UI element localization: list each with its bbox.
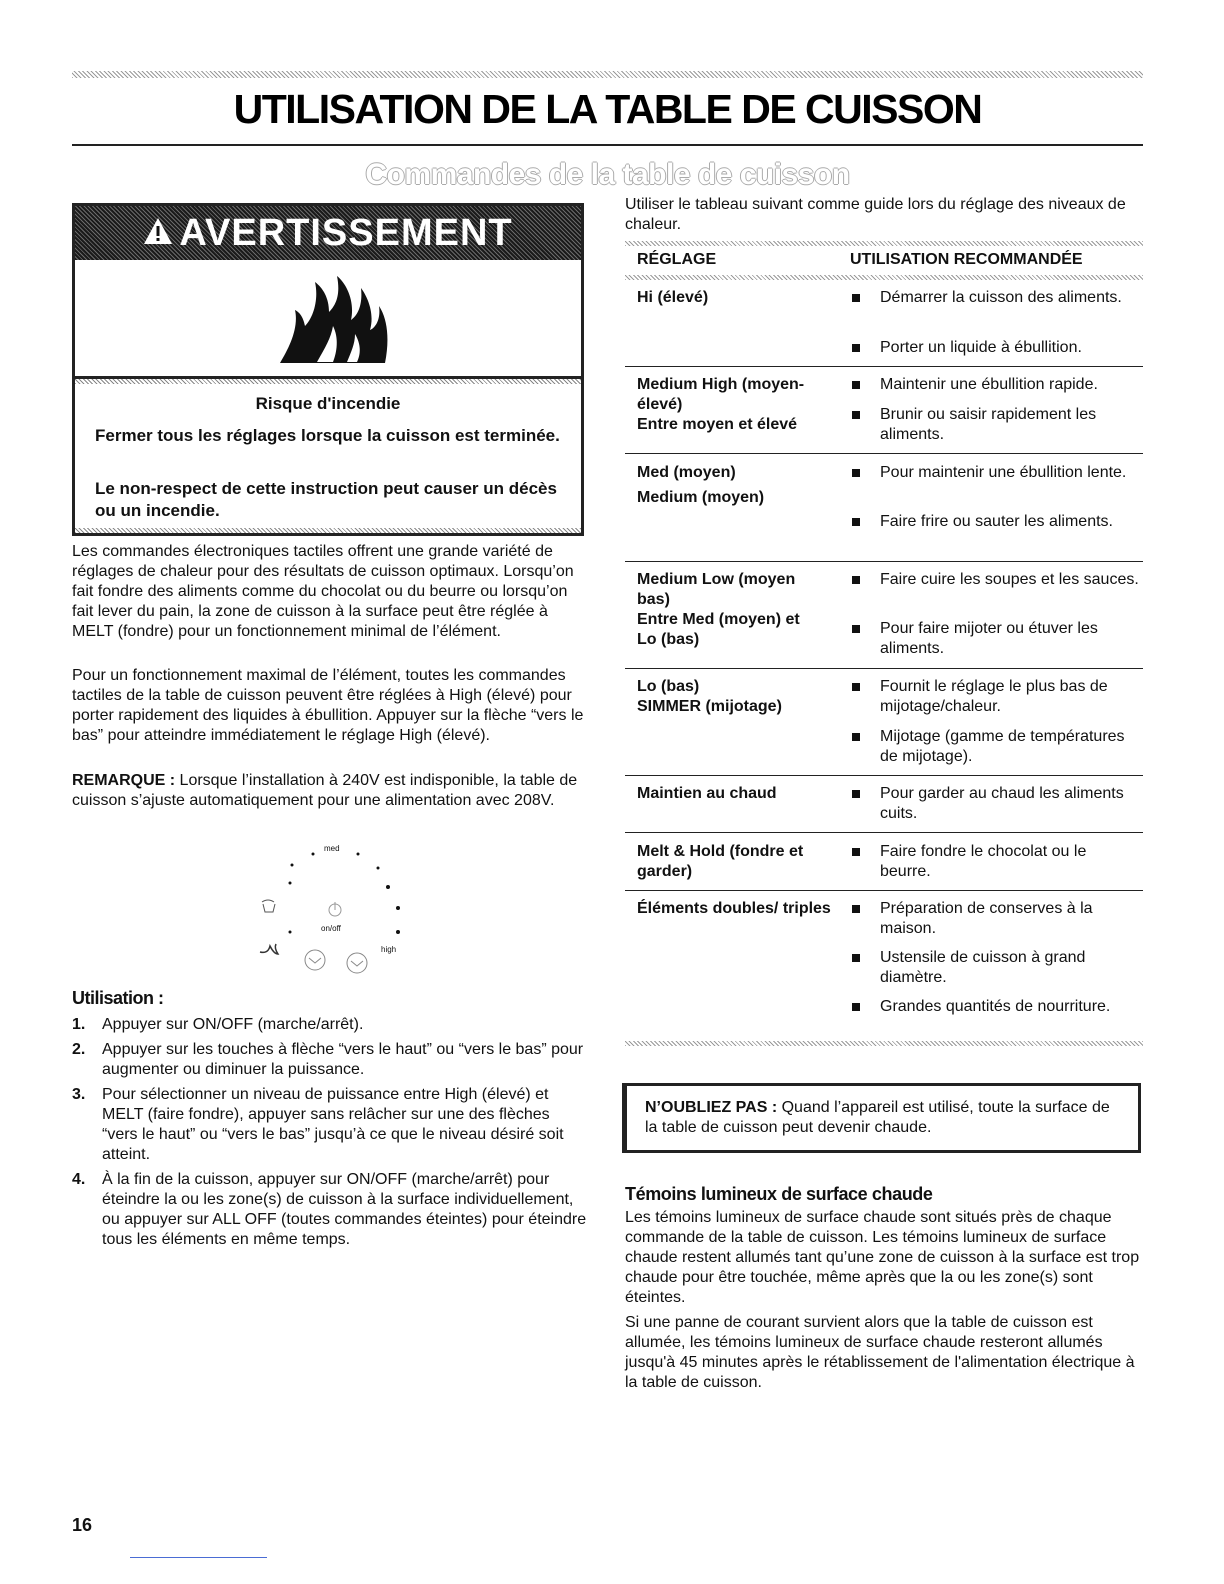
- reminder-text: [645, 1098, 1125, 1138]
- bullet-icon: [852, 411, 860, 419]
- table-row-divider: [625, 561, 1143, 562]
- table-usage: Pour garder au chaud les aliments cuits.: [880, 785, 1124, 822]
- warning-risk: Risque d'incendie: [255, 394, 401, 413]
- warning-bottom-band: [75, 528, 581, 533]
- step-number: 3.: [72, 1086, 86, 1103]
- bullet-icon: [852, 576, 860, 584]
- intro-paragraph-2: Pour un fonctionnement maximal de l’élément, toutes les commandes tactiles de la table de cuisson peuvent être réglées à High (élevé) pour porter rapidement des liquides à ébullition. Appuyer sur la flèche “vers le bas” pour atteindre immédiatement le réglage High (élevé).: [72, 667, 584, 744]
- title-rule: [72, 144, 1143, 146]
- diagram-label-high: high: [381, 945, 397, 954]
- fire-hazard-area: [75, 260, 581, 379]
- table-top-band: [625, 241, 1143, 246]
- bullet-icon: [852, 1003, 860, 1011]
- table-setting: Melt & Hold (fondre et garder): [637, 843, 804, 880]
- reminder-box: [622, 1083, 1141, 1153]
- table-setting-alt: Entre moyen et élevé: [637, 416, 798, 433]
- table-usage: Maintenir une ébullition rapide.: [880, 376, 1098, 393]
- table-row-divider: [625, 775, 1143, 776]
- bullet-icon: [852, 625, 860, 633]
- table-setting: Hi (élevé): [637, 289, 709, 306]
- bullet-icon: [852, 344, 860, 352]
- step-text: À la fin de la cuisson, appuyer sur ON/OFF (marche/arrêt) pour éteindre la ou les zone(s) de cuisson à la surface individuellement, ou appuyer sur ALL OFF (toutes commandes éteintes) pour éteindre tous les éléments en même temps.: [102, 1171, 587, 1248]
- table-setting: Maintien au chaud: [637, 785, 777, 802]
- table-usage: Pour maintenir une ébullition lente.: [880, 464, 1127, 481]
- step-text: Appuyer sur ON/OFF (marche/arrêt).: [102, 1016, 364, 1033]
- warning-separator: [75, 379, 581, 384]
- page-title: UTILISATION DE LA TABLE DE CUISSON: [233, 86, 982, 132]
- table-header-usage: UTILISATION RECOMMANDÉE: [850, 251, 1083, 268]
- table-setting-alt: Entre Med (moyen) et Lo (bas): [637, 611, 800, 648]
- table-usage: Ustensile de cuisson à grand diamètre.: [880, 949, 1086, 986]
- reminder-label: N’OUBLIEZ PAS :: [645, 1099, 778, 1116]
- bullet-icon: [852, 954, 860, 962]
- step-number: 4.: [72, 1171, 86, 1188]
- table-setting-alt: Medium (moyen): [637, 489, 765, 506]
- bullet-icon: [852, 294, 860, 302]
- warning-header: [75, 206, 581, 260]
- control-diagram: [250, 840, 420, 980]
- table-usage: Faire cuire les soupes et les sauces.: [880, 571, 1139, 588]
- bullet-icon: [852, 683, 860, 691]
- intro-paragraph-1: Les commandes électroniques tactiles offrent une grande variété de réglages de chaleur pour des résultats de cuisson optimaux. Lorsqu’on fait fondre des aliments comme du chocolat ou du beurre ou lorsqu’on fait lever du pain, la zone de cuisson à la surface peut être réglée à MELT (fondre) pour un fonctionnement minimal de l’élément.: [72, 543, 574, 640]
- table-setting: [637, 375, 837, 415]
- usage-heading: Utilisation :: [72, 988, 164, 1008]
- table-header-setting: RÉGLAGE: [637, 251, 717, 268]
- fire-icon: [275, 268, 395, 368]
- bullet-icon: [852, 905, 860, 913]
- bullet-icon: [852, 381, 860, 389]
- remark-label: REMARQUE :: [72, 772, 176, 789]
- warning-line-1: Fermer tous les réglages lorsque la cuisson est terminée.: [95, 426, 560, 445]
- step-text: Pour sélectionner un niveau de puissance entre High (élevé) et MELT (faire fondre), appuyer sans relâcher sur une des flèches “vers le haut” ou “vers le bas” jusqu’à ce que le niveau désiré soit atteint.: [102, 1086, 564, 1163]
- diagram-label-med: med: [324, 844, 340, 853]
- page-number: 16: [72, 1515, 93, 1535]
- table-usage: Faire frire ou sauter les aliments.: [880, 513, 1113, 530]
- footer-line: [130, 1557, 267, 1558]
- indicators-paragraph-2: Si une panne de courant survient alors que la table de cuisson est allumée, les témoins lumineux de surface chaude resteront allumés jusqu'à 45 minutes après le rétablissement de l'alimentation électrique à la table de cuisson.: [625, 1314, 1135, 1391]
- warning-line-2: Le non-respect de cette instruction peut causer un décès ou un incendie.: [95, 479, 557, 520]
- indicators-paragraph-1: Les témoins lumineux de surface chaude sont situés près de chaque commande de la table de cuisson. Les témoins lumineux de surface chaude restent allumés tant qu’une zone de cuisson à la surface est trop chaude pour être touchée, même après que la ou les zone(s) sont éteintes.: [625, 1209, 1140, 1306]
- step-text: Appuyer sur les touches à flèche “vers le haut” ou “vers le bas” pour augmenter ou diminuer la puissance.: [102, 1041, 584, 1078]
- table-row-divider: [625, 366, 1143, 367]
- table-usage: Porter un liquide à ébullition.: [880, 339, 1082, 356]
- top-decorative-band: [72, 71, 1143, 78]
- table-intro: Utiliser le tableau suivant comme guide lors du réglage des niveaux de chaleur.: [625, 196, 1126, 233]
- table-setting: Med (moyen): [637, 464, 736, 481]
- table-usage: Mijotage (gamme de températures de mijotage).: [880, 728, 1125, 765]
- table-setting: Lo (bas) SIMMER (mijotage): [637, 678, 782, 715]
- setting-line: Medium High (moyen- élevé): [637, 376, 805, 413]
- diagram-label-onoff: on/off: [321, 924, 341, 933]
- table-setting: Éléments doubles/ triples: [637, 900, 831, 917]
- bullet-icon: [852, 733, 860, 741]
- table-row-divider: [625, 668, 1143, 669]
- table-usage: Fournit le réglage le plus bas de mijotage/chaleur.: [880, 678, 1108, 715]
- table-usage: Grandes quantités de nourriture.: [880, 998, 1111, 1015]
- table-row-divider: [625, 832, 1143, 833]
- bullet-icon: [852, 469, 860, 477]
- warning-title-text: AVERTISSEMENT: [179, 212, 513, 254]
- table-usage: Préparation de conserves à la maison.: [880, 900, 1093, 937]
- step-number: 2.: [72, 1041, 86, 1058]
- indicators-heading: Témoins lumineux de surface chaude: [625, 1184, 933, 1204]
- remark-text: Lorsque l’installation à 240V est indisponible, la table de cuisson s’ajuste automatiquement pour une alimentation avec 208V.: [72, 772, 578, 809]
- table-usage: Démarrer la cuisson des aliments.: [880, 289, 1122, 306]
- warning-box: [72, 203, 584, 536]
- section-heading: Commandes de la table de cuisson: [365, 158, 850, 191]
- warning-triangle-icon: [143, 217, 173, 253]
- reminder-body: Quand l’appareil est utilisé, toute la surface de la table de cuisson peut devenir chaude.: [645, 1099, 1110, 1136]
- bullet-icon: [852, 790, 860, 798]
- bullet-icon: [852, 518, 860, 526]
- table-usage: Pour faire mijoter ou étuver les aliments.: [880, 620, 1098, 657]
- warning-title: [75, 212, 581, 255]
- table-row-divider: [625, 453, 1143, 454]
- remark-paragraph: [72, 771, 587, 811]
- table-row-divider: [625, 890, 1143, 891]
- table-usage: Faire fondre le chocolat ou le beurre.: [880, 843, 1087, 880]
- table-bottom-band: [625, 1041, 1143, 1046]
- step-number: 1.: [72, 1016, 86, 1033]
- table-setting: Medium Low (moyen bas): [637, 571, 796, 608]
- bullet-icon: [852, 848, 860, 856]
- table-header-band: [625, 275, 1143, 280]
- table-usage: Brunir ou saisir rapidement les aliments.: [880, 406, 1097, 443]
